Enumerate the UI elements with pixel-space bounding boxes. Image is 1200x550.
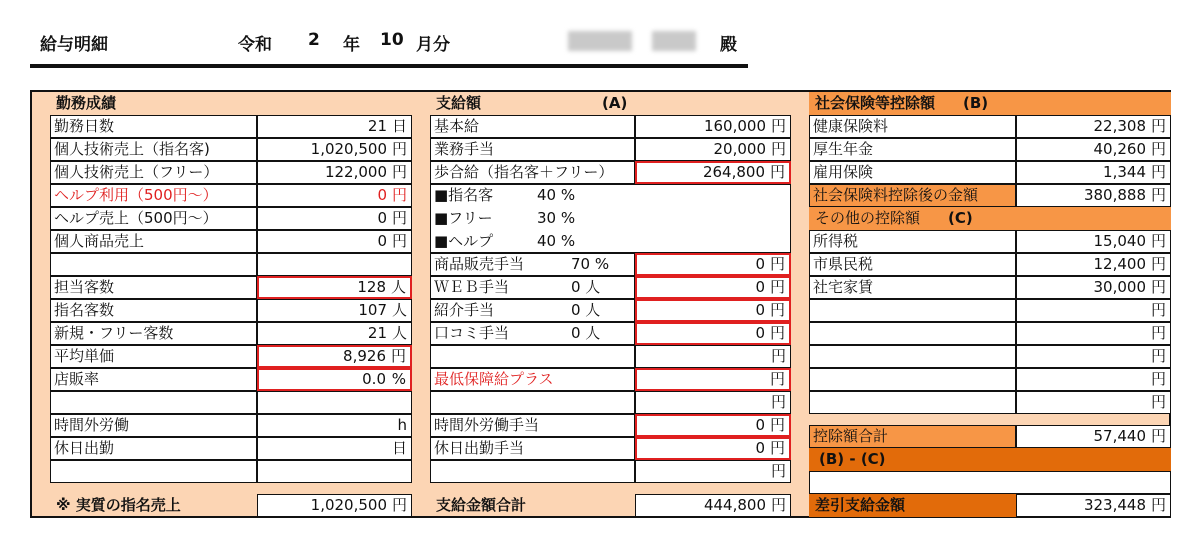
actual-designated-sales-value: 1,020,500 円 bbox=[257, 494, 412, 517]
after-insurance-label: 社会保険料控除後の金額 bbox=[809, 184, 1016, 207]
b-minus-c-label: (B) - (C) bbox=[809, 448, 1171, 471]
attendance-label: 平均単価 bbox=[50, 345, 257, 368]
payment-label: 業務手当 bbox=[430, 138, 635, 161]
other-deduction-value: 円 bbox=[1016, 299, 1171, 322]
allowance-value: 0 円 bbox=[635, 437, 791, 460]
allowance-value: 円 bbox=[635, 391, 791, 414]
payment-header: 支給額 bbox=[430, 92, 635, 115]
deduction-value: 40,260 円 bbox=[1016, 138, 1171, 161]
deduction-value: 1,344 円 bbox=[1016, 161, 1171, 184]
month-value: 10 bbox=[380, 30, 404, 50]
attendance-label: ヘルプ利用（500円～） bbox=[50, 184, 257, 207]
attendance-label: 個人技術売上（指名客) bbox=[50, 138, 257, 161]
allowance-label bbox=[430, 345, 635, 368]
deduction-total-label: 控除額合計 bbox=[809, 425, 1016, 448]
deduction-total-value: 57,440 円 bbox=[1016, 425, 1171, 448]
attendance-value: 128 人 bbox=[257, 276, 412, 299]
allowance-value: 0 円 bbox=[635, 414, 791, 437]
attendance-value bbox=[257, 253, 412, 276]
attendance-label: 新規・フリー客数 bbox=[50, 322, 257, 345]
payment-value: 160,000 円 bbox=[635, 115, 791, 138]
header-underline bbox=[30, 64, 748, 68]
deductions-header: 社会保険等控除額 (B) bbox=[809, 92, 1171, 115]
rate-percent: 30 % bbox=[537, 209, 576, 227]
attendance-label bbox=[50, 253, 257, 276]
document-title: 給与明細 bbox=[40, 35, 108, 55]
b-minus-c-value-cell bbox=[809, 471, 1171, 494]
attendance-label: 店販率 bbox=[50, 368, 257, 391]
deduction-label: 健康保険料 bbox=[809, 115, 1016, 138]
other-deductions-header: その他の控除額 (C) bbox=[809, 207, 1171, 230]
rate-name: ■フリー bbox=[434, 209, 493, 227]
attendance-label: 時間外労働 bbox=[50, 414, 257, 437]
attendance-header: 勤務成績 bbox=[32, 92, 412, 115]
attendance-value: 0 円 bbox=[257, 230, 412, 253]
allowance-label: 紹介手当 0 人 bbox=[430, 299, 635, 322]
payment-total-label: 支給金額合計 bbox=[436, 496, 527, 514]
other-deduction-value: 円 bbox=[1016, 368, 1171, 391]
attendance-label: 休日出勤 bbox=[50, 437, 257, 460]
deduction-value: 22,308 円 bbox=[1016, 115, 1171, 138]
other-deduction-label bbox=[809, 368, 1016, 391]
allowance-label: ＷＥＢ手当 0 人 bbox=[430, 276, 635, 299]
net-pay-value: 323,448 円 bbox=[1016, 494, 1171, 517]
attendance-value: 21 人 bbox=[257, 322, 412, 345]
attendance-value bbox=[257, 460, 412, 483]
rate-percent: 40 % bbox=[537, 232, 576, 250]
other-deduction-value: 15,040 円 bbox=[1016, 230, 1171, 253]
attendance-label: ヘルプ売上（500円～） bbox=[50, 207, 257, 230]
allowance-label bbox=[430, 391, 635, 414]
other-deduction-value: 12,400 円 bbox=[1016, 253, 1171, 276]
attendance-label: 指名客数 bbox=[50, 299, 257, 322]
attendance-value: 1,020,500 円 bbox=[257, 138, 412, 161]
payment-value: 264,800 円 bbox=[635, 161, 791, 184]
allowance-quantity: 70 % bbox=[571, 255, 610, 273]
attendance-value: 122,000 円 bbox=[257, 161, 412, 184]
rate-name: ■指名客 bbox=[434, 186, 494, 204]
month-unit: 月分 bbox=[416, 35, 450, 55]
attendance-label: 担当客数 bbox=[50, 276, 257, 299]
other-deduction-label: 社宅家賃 bbox=[809, 276, 1016, 299]
allowance-value: 0 円 bbox=[635, 253, 791, 276]
year-value: 2 bbox=[308, 30, 320, 50]
allowance-value: 0 円 bbox=[635, 276, 791, 299]
attendance-value: 107 人 bbox=[257, 299, 412, 322]
allowance-label: 口コミ手当 0 人 bbox=[430, 322, 635, 345]
attendance-value: 8,926 円 bbox=[257, 345, 412, 368]
payment-header-code: (A) bbox=[602, 92, 662, 115]
attendance-value bbox=[257, 391, 412, 414]
allowance-quantity: 0 人 bbox=[571, 278, 601, 296]
allowance-label: 最低保障給プラス bbox=[430, 368, 635, 391]
attendance-label: 個人技術売上（フリー） bbox=[50, 161, 257, 184]
allowance-value: 円 bbox=[635, 368, 791, 391]
attendance-label: 勤務日数 bbox=[50, 115, 257, 138]
other-deduction-value: 円 bbox=[1016, 391, 1171, 414]
other-deduction-value: 円 bbox=[1016, 322, 1171, 345]
rate-percent: 40 % bbox=[537, 186, 576, 204]
other-deduction-label bbox=[809, 345, 1016, 368]
net-pay-label: 差引支給金額 bbox=[809, 494, 1016, 517]
payment-label: 歩合給（指名客＋フリー） bbox=[430, 161, 635, 184]
other-deduction-value: 円 bbox=[1016, 345, 1171, 368]
attendance-value: 日 bbox=[257, 437, 412, 460]
redacted-surname bbox=[568, 31, 632, 51]
attendance-value: 0 円 bbox=[257, 207, 412, 230]
rate-name: ■ヘルプ bbox=[434, 232, 494, 250]
attendance-label: 個人商品売上 bbox=[50, 230, 257, 253]
actual-designated-sales-label: ※ 実質の指名売上 bbox=[56, 496, 181, 514]
attendance-label bbox=[50, 391, 257, 414]
allowance-label: 休日出勤手当 bbox=[430, 437, 635, 460]
attendance-value: 0.0 % bbox=[257, 368, 412, 391]
payment-total-value: 444,800 円 bbox=[635, 494, 791, 517]
deduction-label: 厚生年金 bbox=[809, 138, 1016, 161]
attendance-value: h bbox=[257, 414, 412, 437]
other-deduction-label: 市県民税 bbox=[809, 253, 1016, 276]
honorific: 殿 bbox=[720, 35, 737, 55]
allowance-value: 円 bbox=[635, 345, 791, 368]
allowance-value: 0 円 bbox=[635, 322, 791, 345]
allowance-label bbox=[430, 460, 635, 483]
allowance-quantity: 0 人 bbox=[571, 324, 601, 342]
payslip-table bbox=[30, 90, 1171, 518]
deduction-label: 雇用保険 bbox=[809, 161, 1016, 184]
payment-value: 20,000 円 bbox=[635, 138, 791, 161]
other-deduction-label bbox=[809, 391, 1016, 414]
year-unit: 年 bbox=[343, 35, 360, 55]
allowance-label: 商品販売手当 70 % bbox=[430, 253, 635, 276]
other-deduction-label bbox=[809, 322, 1016, 345]
attendance-value: 21 日 bbox=[257, 115, 412, 138]
allowance-label: 時間外労働手当 bbox=[430, 414, 635, 437]
era-label: 令和 bbox=[238, 35, 272, 55]
other-deduction-label bbox=[809, 299, 1016, 322]
payment-label: 基本給 bbox=[430, 115, 635, 138]
other-deduction-value: 30,000 円 bbox=[1016, 276, 1171, 299]
after-insurance-value: 380,888 円 bbox=[1016, 184, 1171, 207]
redacted-given-name bbox=[652, 31, 696, 51]
allowance-value: 0 円 bbox=[635, 299, 791, 322]
other-deduction-label: 所得税 bbox=[809, 230, 1016, 253]
attendance-label bbox=[50, 460, 257, 483]
attendance-value: 0 円 bbox=[257, 184, 412, 207]
allowance-quantity: 0 人 bbox=[571, 301, 601, 319]
allowance-value: 円 bbox=[635, 460, 791, 483]
